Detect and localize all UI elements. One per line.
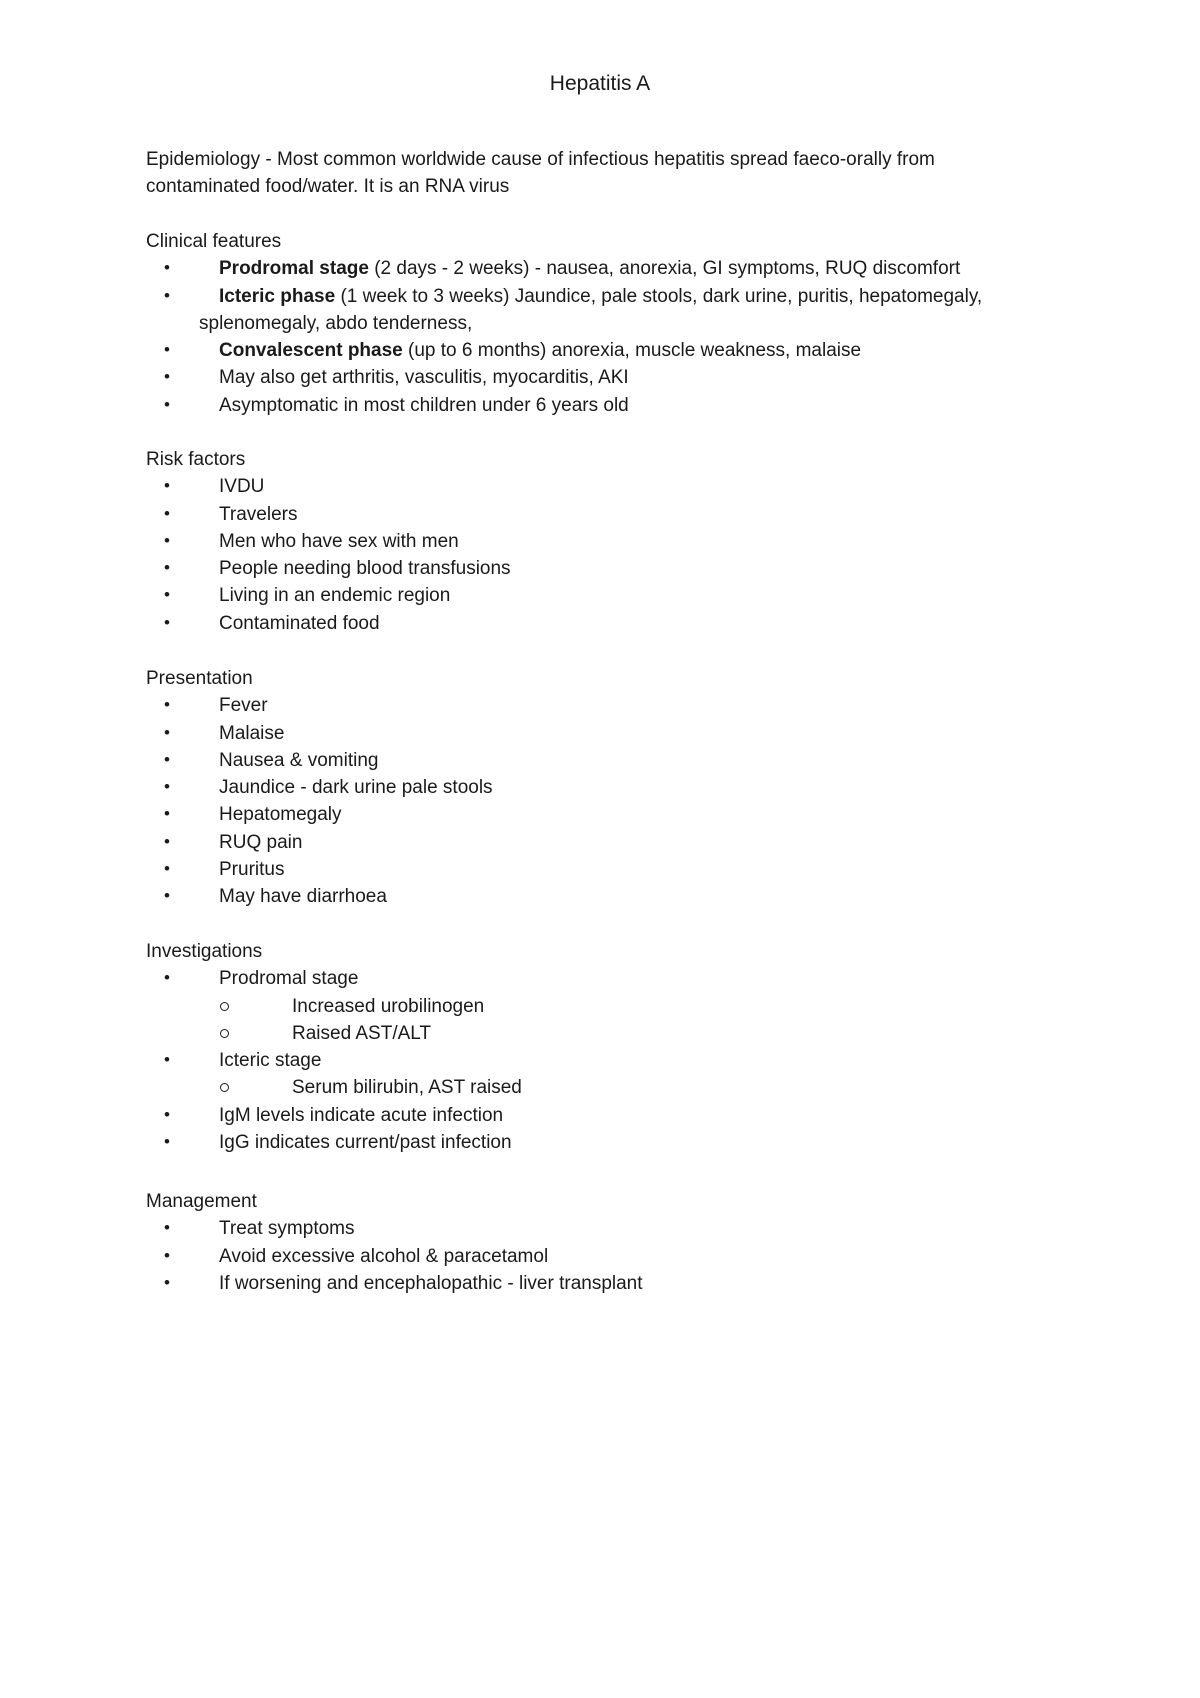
item-text: Hepatomegaly (219, 804, 342, 826)
item-text: RUQ pain (219, 831, 303, 853)
item-text: Serum bilirubin, AST raised (292, 1077, 522, 1099)
list-item (146, 364, 1066, 391)
item-bold-label: Icteric phase (219, 285, 336, 307)
list-item (146, 692, 1066, 719)
item-text: Malaise (219, 722, 285, 744)
item-text: Raised AST/ALT (292, 1022, 432, 1044)
sub-list-item (146, 1074, 1066, 1101)
bullet-icon: • (164, 1245, 170, 1265)
risk-factors-section (146, 446, 1066, 637)
list-item (146, 392, 1066, 419)
presentation-list (146, 692, 1066, 910)
item-text: IgM levels indicate acute infection (219, 1104, 504, 1126)
bullet-icon: • (164, 1272, 170, 1292)
investigations-list (146, 1102, 1066, 1157)
item-text: Pruritus (219, 859, 285, 881)
list-item (146, 582, 1066, 609)
circle-bullet-icon (220, 1029, 229, 1038)
item-text: Prodromal stage (219, 968, 359, 990)
list-item (146, 1243, 1066, 1270)
item-bold-label: Prodromal stage (219, 258, 369, 280)
bullet-icon: • (164, 530, 170, 550)
section-heading: Management (146, 1191, 257, 1212)
sub-list-item (146, 1020, 1066, 1047)
list-item (146, 555, 1066, 582)
item-bold-label: Convalescent phase (219, 340, 403, 362)
list-item (146, 829, 1066, 856)
investigations-sublist (146, 993, 1066, 1048)
item-text: Fever (219, 695, 268, 717)
clinical-features-section (146, 228, 1066, 419)
bullet-icon: • (164, 695, 170, 715)
item-text: Icteric stage (219, 1050, 322, 1072)
bullet-icon: • (164, 367, 170, 387)
item-text: May also get arthritis, vasculitis, myocarditis, AKI (219, 367, 629, 389)
section-heading: Presentation (146, 668, 253, 689)
list-item (146, 528, 1066, 555)
item-text: Increased urobilinogen (292, 995, 485, 1017)
bullet-icon: • (164, 340, 170, 360)
item-text: (1 week to 3 weeks) Jaundice, pale stools, dark urine, puritis, hepatomegaly, (335, 285, 983, 307)
item-text: Treat symptoms (219, 1218, 355, 1240)
bullet-icon: • (164, 1132, 170, 1152)
list-item (146, 720, 1066, 747)
item-continuation: splenomegaly, abdo tenderness, (199, 312, 473, 334)
section-heading: Clinical features (146, 231, 282, 252)
sub-list-item (146, 993, 1066, 1020)
list-item (146, 1047, 1066, 1074)
bullet-icon: • (164, 749, 170, 769)
bullet-icon: • (164, 1104, 170, 1124)
bullet-icon: • (164, 968, 170, 988)
bullet-icon: • (164, 1050, 170, 1070)
investigations-sublist (146, 1074, 1066, 1101)
list-item (146, 337, 1066, 364)
list-item (146, 1129, 1066, 1156)
bullet-icon: • (164, 585, 170, 605)
bullet-icon: • (164, 394, 170, 414)
list-item (146, 255, 1066, 282)
bullet-icon: • (164, 558, 170, 578)
management-list (146, 1215, 1066, 1297)
item-text: Men who have sex with men (219, 530, 459, 552)
investigations-list (146, 965, 1066, 992)
item-text: May have diarrhoea (219, 886, 387, 908)
bullet-icon: • (164, 804, 170, 824)
section-heading: Investigations (146, 941, 263, 962)
bullet-icon: • (164, 831, 170, 851)
list-item (146, 610, 1066, 637)
bullet-icon: • (164, 285, 170, 305)
list-item (146, 774, 1066, 801)
management-section (146, 1188, 1066, 1297)
investigations-section (146, 938, 1066, 1156)
item-text: Contaminated food (219, 612, 380, 634)
epidemiology-section (146, 146, 1066, 201)
list-item (146, 473, 1066, 500)
bullet-icon: • (164, 612, 170, 632)
list-item (146, 1215, 1066, 1242)
item-text: Asymptomatic in most children under 6 years old (219, 394, 629, 416)
item-text: Travelers (219, 503, 298, 525)
bullet-icon: • (164, 1218, 170, 1238)
list-item (146, 856, 1066, 883)
bullet-icon: • (164, 886, 170, 906)
item-text: Jaundice - dark urine pale stools (219, 777, 493, 799)
item-text: IgG indicates current/past infection (219, 1132, 512, 1154)
item-text: If worsening and encephalopathic - liver transplant (219, 1272, 643, 1294)
item-text: Nausea & vomiting (219, 749, 379, 771)
item-text: Avoid excessive alcohol & paracetamol (219, 1245, 549, 1267)
item-text: Living in an endemic region (219, 585, 451, 607)
list-item (146, 1270, 1066, 1297)
list-item (146, 883, 1066, 910)
list-item (146, 501, 1066, 528)
item-text: (2 days - 2 weeks) - nausea, anorexia, GI symptoms, RUQ discomfort (368, 258, 961, 280)
item-text: (up to 6 months) anorexia, muscle weakness, malaise (402, 340, 862, 362)
epidemiology-line-1: Epidemiology - Most common worldwide cause of infectious hepatitis spread faeco-orally from (146, 149, 935, 170)
list-item (146, 801, 1066, 828)
risk-factors-list (146, 473, 1066, 637)
item-text: IVDU (219, 476, 265, 498)
list-item (146, 747, 1066, 774)
bullet-icon: • (164, 722, 170, 742)
bullet-icon: • (164, 859, 170, 879)
list-item (146, 283, 1066, 338)
item-text: People needing blood transfusions (219, 558, 511, 580)
investigations-list (146, 1047, 1066, 1074)
epidemiology-line-2: contaminated food/water. It is an RNA virus (146, 176, 510, 198)
section-heading: Risk factors (146, 449, 246, 470)
circle-bullet-icon (220, 1083, 229, 1092)
list-item (146, 1102, 1066, 1129)
bullet-icon: • (164, 476, 170, 496)
bullet-icon: • (164, 777, 170, 797)
presentation-section (146, 665, 1066, 911)
circle-bullet-icon (220, 1002, 229, 1011)
list-item (146, 965, 1066, 992)
clinical-features-list (146, 255, 1066, 419)
bullet-icon: • (164, 258, 170, 278)
bullet-icon: • (164, 503, 170, 523)
page-title: Hepatitis A (549, 72, 651, 95)
